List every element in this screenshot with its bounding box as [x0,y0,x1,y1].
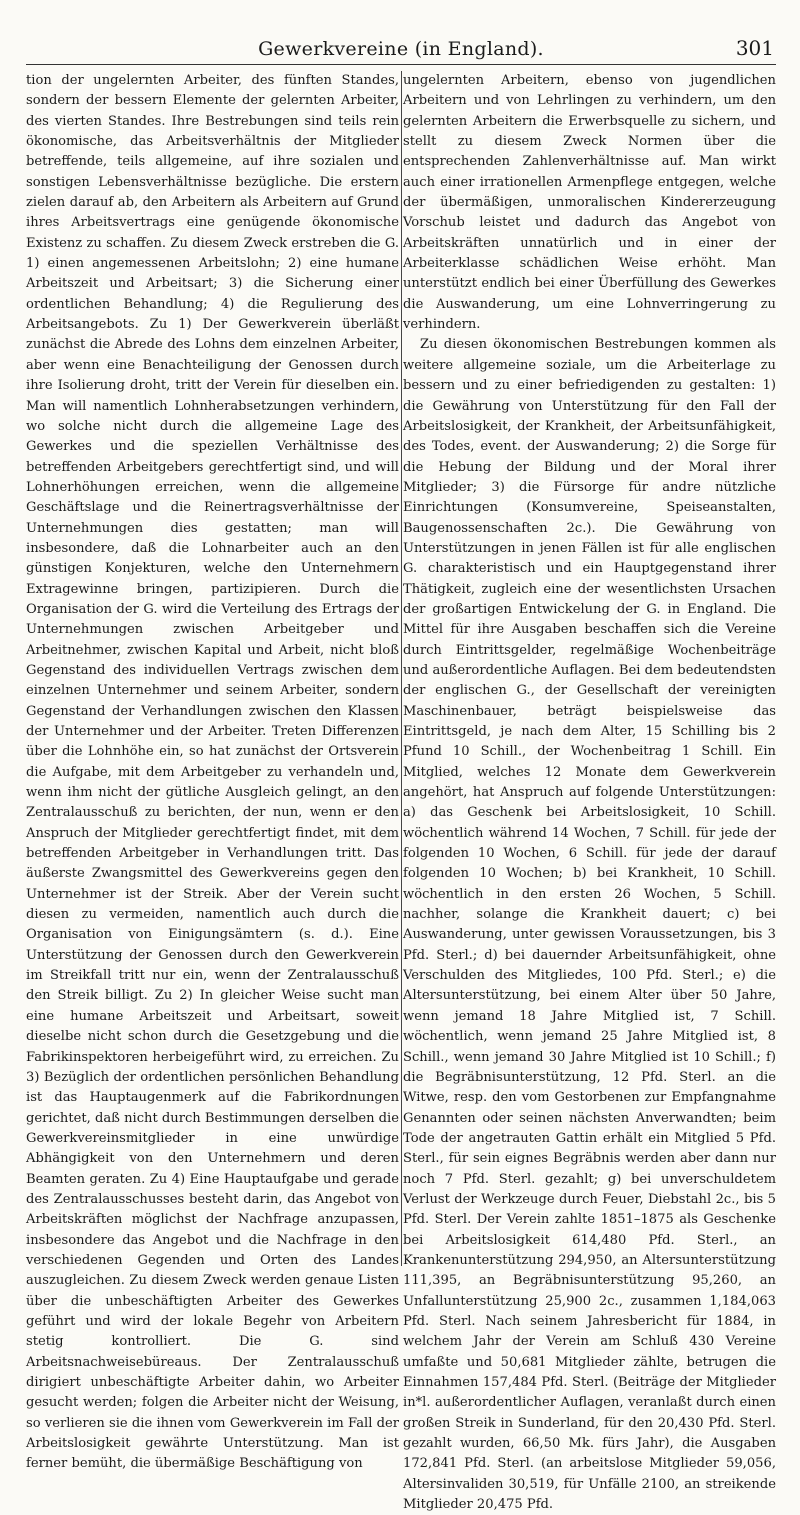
paragraph: Zu diesen ökonomischen Bestrebungen kommen als weitere allgemeine soziale, um die Arbeiterlage zu bessern und zu einer befriedigenden zu gestalten: 1) die Gewährung von Unterstützung für den Fall der Arbeitslosigkeit, der Krankheit, der Arbeitsunfähigkeit, des Todes, event. der Auswanderung; 2) die Sorge für die Hebung der Bildung und der Moral ihrer Mitglieder; 3) die Fürsorge für andre nützliche Einrichtungen (Konsumvereine, Speiseanstalten, Baugenossenschaften 2c.). Die Gewährung von Unterstützungen in jenen Fällen ist für alle englischen G. charakteristisch und ein Hauptgegenstand ihrer Thätigkeit, zugleich eine der wesentlichsten Ursachen der großartigen Entwickelung der G. in England. Die Mittel für ihre Ausgaben beschaffen sich die Vereine durch Eintrittsgelder, regelmäßige Wochenbeiträge und außerordentliche Auflagen. Bei dem bedeutendsten der englischen G., der Gesellschaft der vereinigten Maschinenbauer, beträgt beispielsweise das Eintrittsgeld, je nach dem Alter, 15 Schilling bis 2 Pfund 10 Schill., der Wochenbeitrag 1 Schill. Ein Mitglied, welches 12 Monate dem Gewerkverein angehört, hat Anspruch auf folgende Unterstützungen: a) das Geschenk bei Arbeitslosigkeit, 10 Schill. wöchentlich während 14 Wochen, 7 Schill. für jede der folgenden 10 Wochen, 6 Schill. für jede der darauf folgenden 10 Wochen; b) bei Krankheit, 10 Schill. wöchentlich in den ersten 26 Wochen, 5 Schill. nachher, solange die Krankheit dauert; c) bei Auswanderung, unter gewissen Voraussetzungen, bis 3 Pfd. Sterl.; d) bei dauernder Arbeitsunfähigkeit, ohne Verschulden des Mitgliedes, 100 Pfd. Sterl.; e) die Altersunterstützung, bei einem Alter über 50 Jahre, wenn jemand 18 Jahre Mitglied ist, 7 Schill. wöchentlich, wenn jemand 25 Jahre Mitglied ist, 8 Schill., wenn jemand 30 Jahre Mitglied ist 10 Schill.; f) die Begräbnisunterstützung, 12 Pfd. Sterl. an die Witwe, resp. den vom Gestorbenen zur Empfangnahme Genannten oder seinen nächsten Anverwandten; beim Tode der angetrauten Gattin erhält ein Mitglied 5 Pfd. Sterl., für sein eignes Begräbnis werden aber dann nur noch 7 Pfd. Sterl. gezahlt; g) bei unverschuldetem Verlust der Werkzeuge durch Feuer, Diebstahl 2c., bis 5 Pfd. Sterl. Der Verein zahlte 1851–1875 als Geschenke bei Arbeitslosigkeit 614,480 Pfd. Sterl., an Krankenunterstützung 294,950, an Altersunterstützung 111,395, an Begräbnisunterstützung 95,260, an Unfallunterstützung 25,900 2c., zusammen 1,184,063 Pfd. Sterl. Nach seinem Jahresbericht für 1884, in welchem Jahr der Verein am Schluß 430 Vereine umfaßte und 50,681 Mitglieder zählte, betrugen die Einnahmen 157,484 Pfd. Sterl. (Beiträge der Mitglieder in*l. außerordentlicher Auflagen, veranlaßt durch einen großen Streik in Sunderland, für den 20,430 Pfd. Sterl. gezahlt wurden, 66,50 Mk. fürs Jahr), die Ausgaben 172,841 Pfd. Sterl. (an arbeitslose Mitglieder 59,056, Altersinvaliden 30,519, für Unfälle 2100, an streikende Mitglieder 20,475 Pfd. [403,337,776,1513]
text-columns [26,71,776,1513]
right-column [403,71,776,1513]
paragraph: ungelernten Arbeitern, ebenso von jugendlichen Arbeitern und von Lehrlingen zu verhindern, um den gelernten Arbeitern die Erwerbsquelle zu sichern, und stellt zu diesem Zweck Normen über die entsprechenden Zahlenverhältnisse auf. Man wirkt auch einer irrationellen Armenpflege entgegen, welche der übermäßigen, unmoralischen Kindererzeugung Vorschub leistet und dadurch das Angebot von Arbeitskräften unnatürlich und in einer der Arbeiterklasse schädlichen Weise erhöht. Man unterstützt endlich bei einer Überfüllung des Gewerkes die Auswanderung, um eine Lohnverringerung zu verhindern. [403,73,776,333]
page-title: Gewerkvereine (in England). [258,38,544,60]
column-divider [401,71,402,1266]
page-header [26,34,776,65]
page-number: 301 [735,36,774,60]
left-column [26,71,399,1472]
paragraph: tion der ungelernten Arbeiter, des fünften Standes, sondern der bessern Elemente der gelernten Arbeiter, des vierten Standes. Ihre Bestrebungen sind teils rein ökonomische, das Arbeitsverhältnis der Mitglieder betreffende, teils allgemeine, auf ihre sozialen und sonstigen Lebensverhältnisse bezügliche. Die erstern zielen darauf ab, den Arbeitern als Arbeitern auf Grund ihres Arbeitsvertrags eine genügende ökonomische Existenz zu schaffen. Zu diesem Zweck erstreben die G. 1) einen angemessenen Arbeitslohn; 2) eine humane Arbeitszeit und Arbeitsart; 3) die Sicherung einer ordentlichen Behandlung; 4) die Regulierung des Arbeitsangebots. Zu 1) Der Gewerkverein überläßt zunächst die Abrede des Lohns dem einzelnen Arbeiter, aber wenn eine Benachteiligung der Genossen durch ihre Isolierung droht, tritt der Verein für dieselben ein. Man will namentlich Lohnherabsetzungen verhindern, wo solche nicht durch die allgemeine Lage des Gewerkes und die speziellen Verhältnisse des betreffenden Arbeitgebers gerechtfertigt sind, und will Lohnerhöhungen erreichen, wenn die allgemeine Geschäftslage und die Reinertragsverhältnisse der Unternehmungen dies gestatten; man will insbesondere, daß die Lohnarbeiter auch an den günstigen Konjekturen, welche den Unternehmern Extragewinne bringen, partizipieren. Durch die Organisation der G. wird die Verteilung des Ertrags der Unternehmungen zwischen Arbeitgeber und Arbeitnehmer, zwischen Kapital und Arbeit, nicht bloß Gegenstand des individuellen Vertrags zwischen dem einzelnen Unternehmer und seinem Arbeiter, sondern Gegenstand der Verhandlungen zwischen den Klassen der Unternehmer und der Arbeiter. Treten Differenzen über die Lohnhöhe ein, so hat zunächst der Ortsverein die Aufgabe, mit dem Arbeitgeber zu verhandeln und, wenn ihm nicht der gütliche Ausgleich gelingt, an den Zentralausschuß zu berichten, der nun, wenn er den Anspruch der Mitglieder gerechtfertigt findet, mit dem betreffenden Arbeitgeber in Verhandlungen tritt. Das äußerste Zwangsmittel des Gewerkvereins gegen den Unternehmer ist der Streik. Aber der Verein sucht diesen zu vermeiden, namentlich auch durch die Organisation von Einigungsämtern (s. d.). Eine Unterstützung der Genossen durch den Gewerkverein im Streikfall tritt nur ein, wenn der Zentralausschuß den Streik billigt. Zu 2) In gleicher Weise sucht man eine humane Arbeitszeit und Arbeitsart, soweit dieselbe nicht schon durch die Gesetzgebung und die Fabrikinspektoren herbeigeführt wird, zu erreichen. Zu 3) Bezüglich der ordentlichen persönlichen Behandlung ist das Hauptaugenmerk auf die Fabrikordnungen gerichtet, daß nicht durch Bestimmungen derselben die Gewerkvereinsmitglieder in eine unwürdige Abhängigkeit von den Unternehmern und deren Beamten geraten. Zu 4) Eine Hauptaufgabe und gerade des Zentralausschusses besteht darin, das Angebot von Arbeitskräften möglichst der Nachfrage anzupassen, insbesondere das Angebot und die Nachfrage in den verschiedenen Gegenden und Orten des Landes auszugleichen. Zu diesem Zweck werden genaue Listen über die unbeschäftigten Arbeiter des Gewerkes geführt und wird der lokale Begehr von Arbeitern stetig kontrolliert. Die G. sind Arbeitsnachweisebüreaus. Der Zentralausschuß dirigiert unbeschäftigte Arbeiter dahin, wo Arbeiter gesucht werden; folgen die Arbeiter nicht der Weisung, so verlieren sie die ihnen vom Gewerkverein im Fall der Arbeitslosigkeit gewährte Unterstützung. Man ist ferner bemüht, die übermäßige Beschäftigung von [26,73,399,1472]
